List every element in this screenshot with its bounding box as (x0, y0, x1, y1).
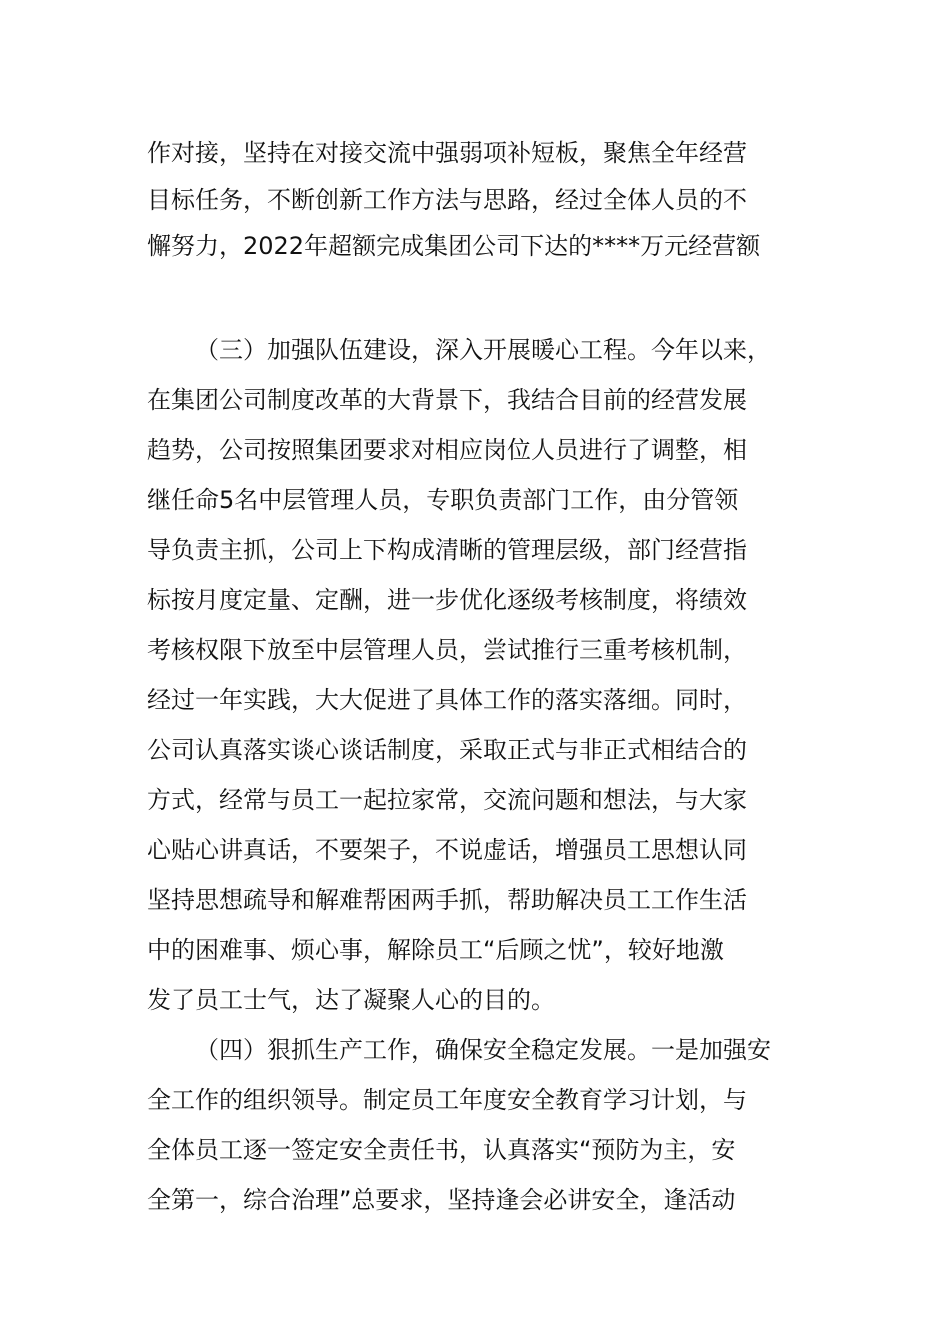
text-line: 趋势，公司按照集团要求对相应岗位人员进行了调整，相 (147, 436, 747, 464)
text-line: 方式，经常与员工一起拉家常，交流问题和想法，与大家 (147, 786, 747, 814)
text-line: 目标任务，不断创新工作方法与思路，经过全体人员的不 (147, 186, 747, 214)
text-line: 经过一年实践，大大促进了具体工作的落实落细。同时， (147, 686, 747, 714)
text-line: 全第一，综合治理”总要求，坚持逢会必讲安全，逢活动 (147, 1186, 736, 1214)
text-line: 作对接，坚持在对接交流中强弱项补短板，聚焦全年经营 (147, 139, 747, 167)
text-line: 导负责主抓，公司上下构成清晰的管理层级，部门经营指 (147, 536, 747, 564)
text-line: 在集团公司制度改革的大背景下，我结合目前的经营发展 (147, 386, 747, 414)
text-line: 公司认真落实谈心谈话制度，采取正式与非正式相结合的 (147, 736, 747, 764)
text-line: 懈努力，2022年超额完成集团公司下达的****万元经营额 (147, 232, 761, 260)
text-line: 考核权限下放至中层管理人员，尝试推行三重考核机制， (147, 636, 747, 664)
text-line: 发了员工士气，达了凝聚人心的目的。 (147, 986, 555, 1014)
text-line: 中的困难事、烦心事，解除员工“后顾之忧”，较好地激 (147, 936, 724, 964)
text-line: 继任命5名中层管理人员，专职负责部门工作，由分管领 (147, 486, 739, 514)
section-heading-4: （四）狠抓生产工作，确保安全稳定发展。一是加强安 (195, 1036, 771, 1064)
text-line: 全工作的组织领导。制定员工年度安全教育学习计划，与 (147, 1086, 747, 1114)
text-line: 全体员工逐一签定安全责任书，认真落实“预防为主，安 (147, 1136, 736, 1164)
text-line: 标按月度定量、定酬，进一步优化逐级考核制度，将绩效 (147, 586, 747, 614)
text-line: 心贴心讲真话，不要架子，不说虚话，增强员工思想认同 (147, 836, 747, 864)
section-heading-3: （三）加强队伍建设，深入开展暖心工程。今年以来， (195, 336, 771, 364)
text-line: 坚持思想疏导和解难帮困两手抓，帮助解决员工工作生活 (147, 886, 747, 914)
